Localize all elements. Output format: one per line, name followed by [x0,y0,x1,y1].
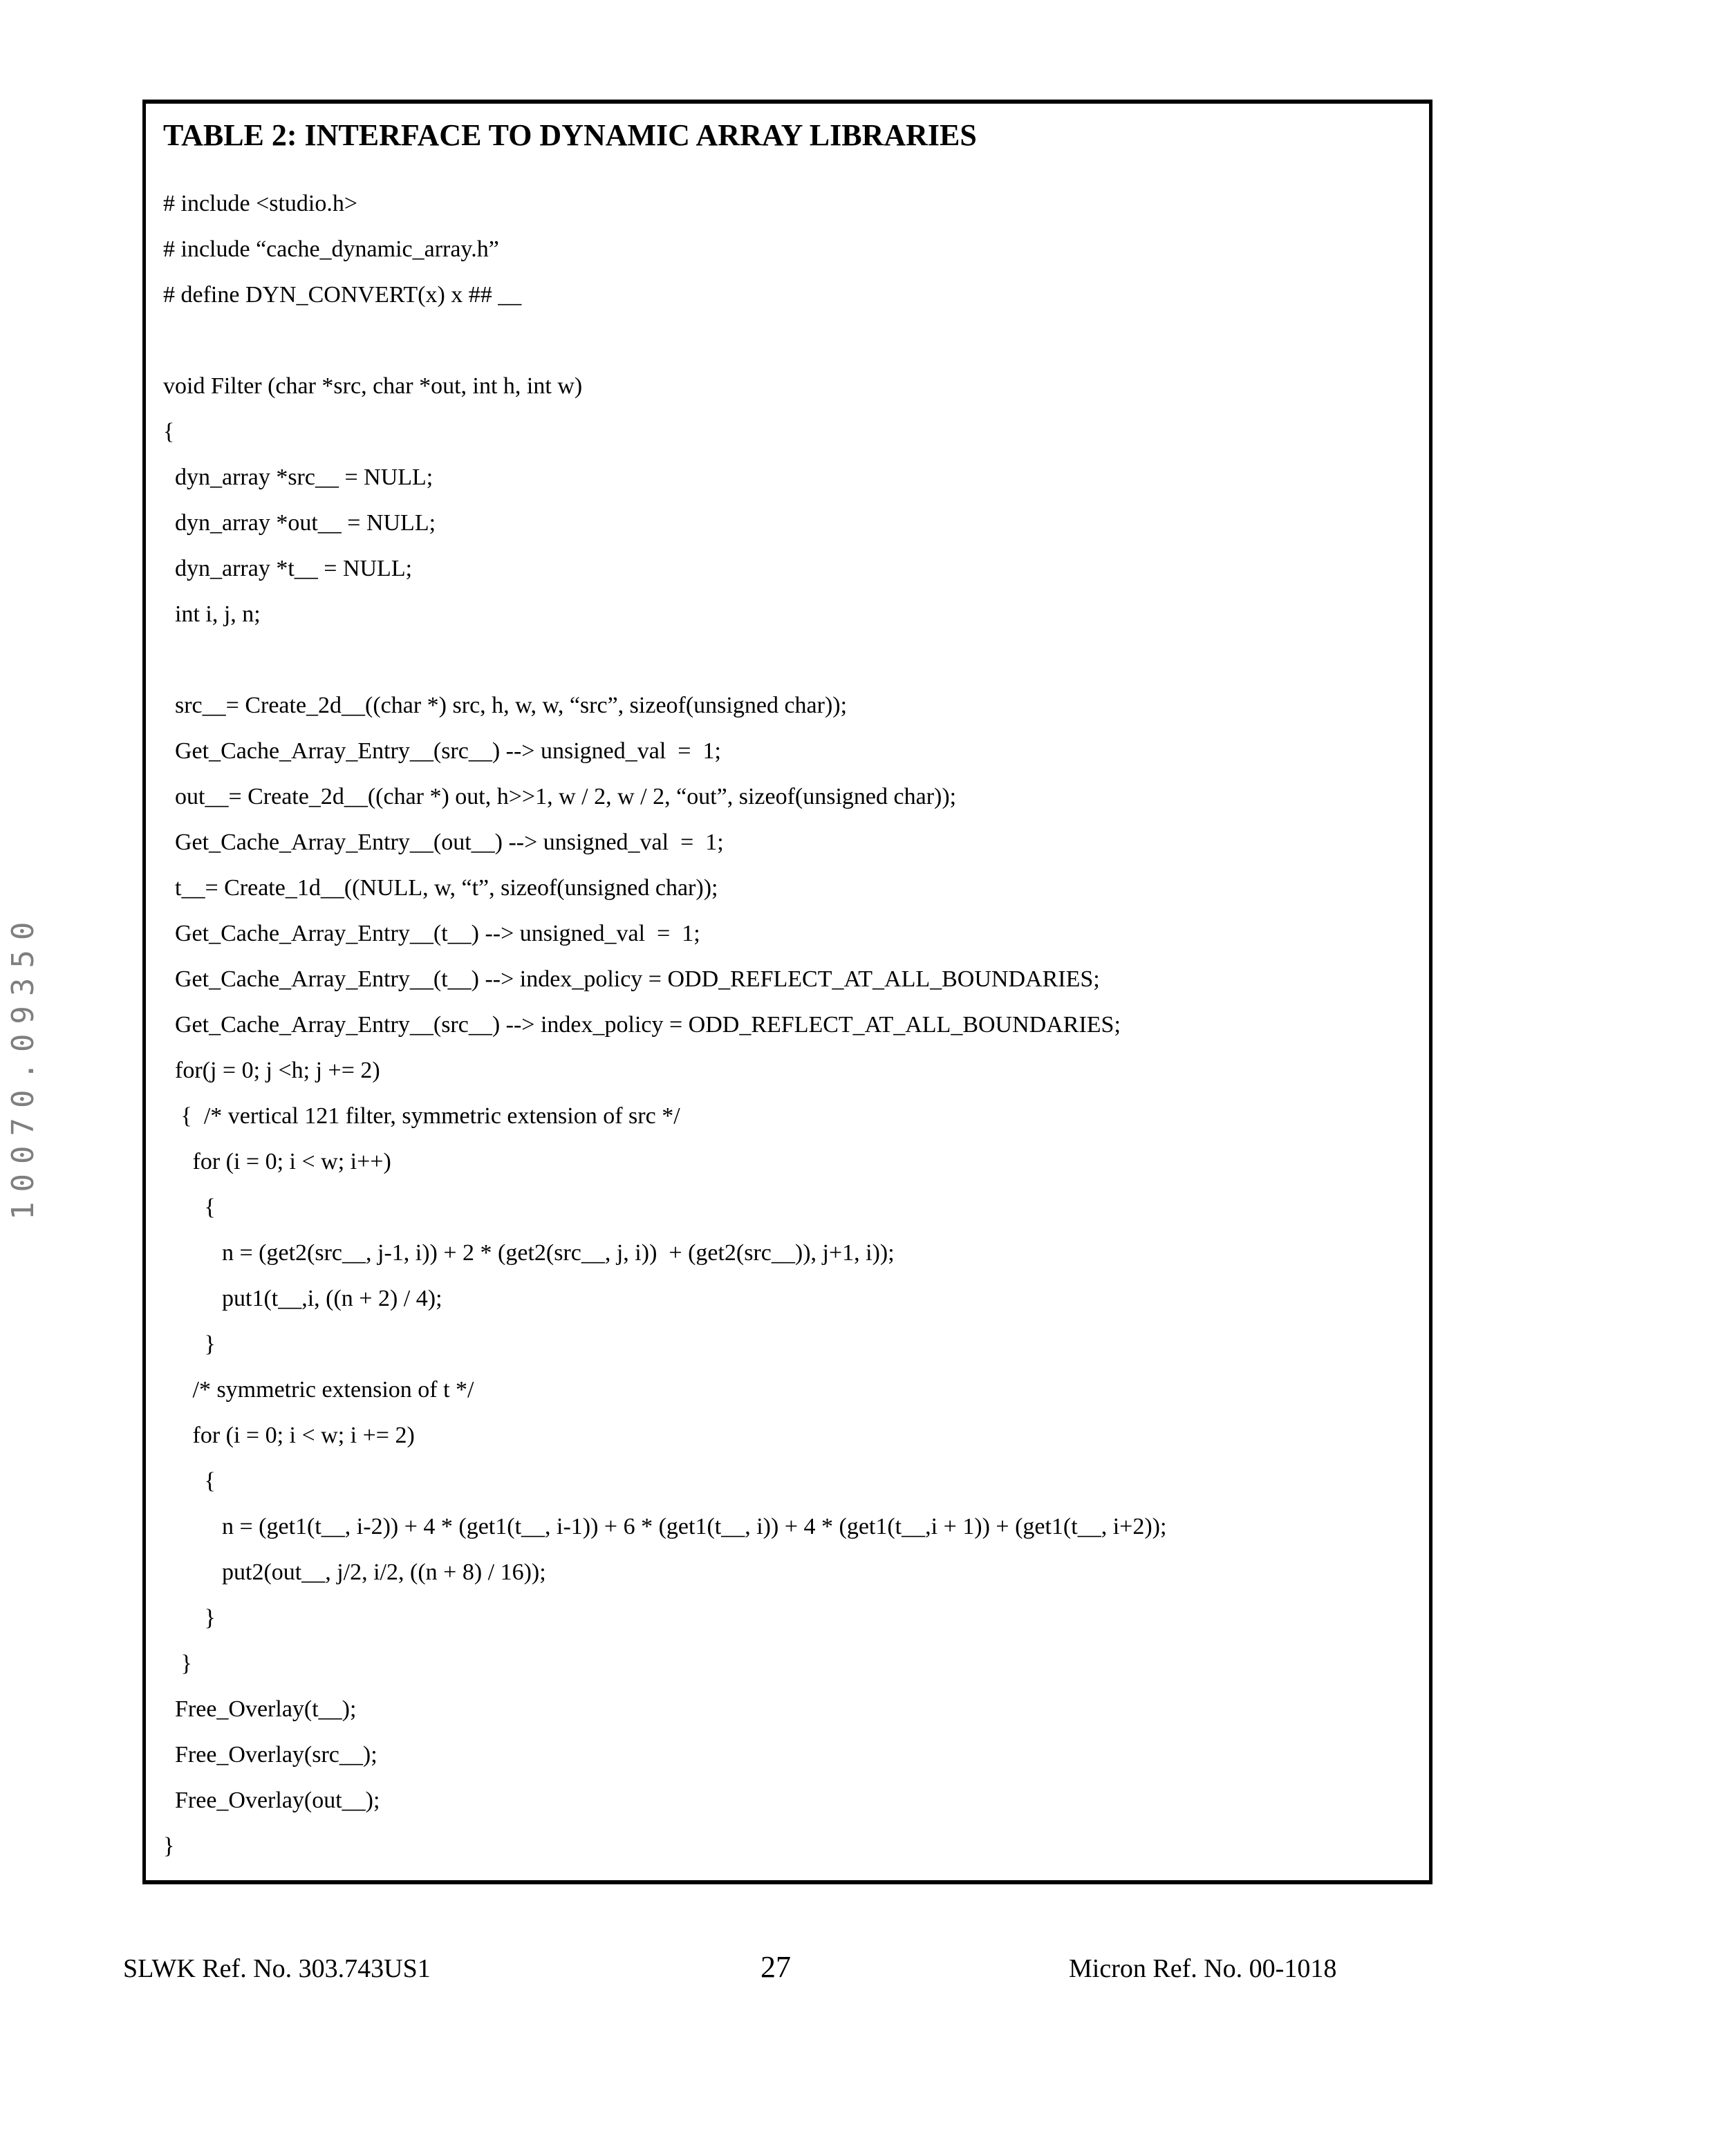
page-number: 27 [760,1950,791,1984]
code-line: } [163,1605,216,1631]
code-line: { [163,1468,216,1494]
code-line: { [163,1194,216,1220]
code-line: Get_Cache_Array_Entry__(t__) --> unsigned_val = 1; [163,921,700,946]
code-line: put1(t__,i, ((n + 2) / 4); [163,1286,442,1311]
footer-attorney-ref: SLWK Ref. No. 303.743US1 [123,1954,431,1983]
code-line: # define DYN_CONVERT(x) x ## __ [163,282,522,308]
code-line: for (i = 0; i < w; i++) [163,1149,391,1174]
code-line: /* symmetric extension of t */ [163,1377,474,1403]
code-line: Free_Overlay(t__); [163,1696,357,1722]
code-line: put2(out__, j/2, i/2, ((n + 8) / 16)); [163,1559,546,1585]
code-line [163,318,1166,364]
code-line: Free_Overlay(out__); [163,1788,380,1813]
code-line: } [163,1331,216,1357]
code-line: for (i = 0; i < w; i += 2) [163,1423,415,1448]
code-line: Get_Cache_Array_Entry__(out__) --> unsigned_val = 1; [163,829,724,855]
footer-client-ref: Micron Ref. No. 00-1018 [1069,1954,1337,1983]
code-listing [163,181,1166,1869]
code-line: # include “cache_dynamic_array.h” [163,236,499,262]
table-title: TABLE 2: INTERFACE TO DYNAMIC ARRAY LIBRARIES [163,118,977,152]
code-line [163,637,1166,683]
code-line: dyn_array *src__ = NULL; [163,465,433,490]
code-line: Get_Cache_Array_Entry__(src__) --> unsigned_val = 1; [163,738,721,764]
code-line: void Filter (char *src, char *out, int h, int w) [163,373,583,399]
code-line: n = (get1(t__, i-2)) + 4 * (get1(t__, i-1)) + 6 * (get1(t__, i)) + 4 * (get1(t__,i + 1)) + (get1(t__, i+2)); [163,1514,1167,1539]
code-line: Get_Cache_Array_Entry__(src__) --> index_policy = ODD_REFLECT_AT_ALL_BOUNDARIES; [163,1012,1121,1038]
code-line: } [163,1833,175,1859]
code-line: src__= Create_2d__((char *) src, h, w, w, “src”, sizeof(unsigned char)); [163,693,848,718]
code-line: Free_Overlay(src__); [163,1742,377,1768]
code-line: n = (get2(src__, j-1, i)) + 2 * (get2(src__, j, i)) + (get2(src__)), j+1, i)); [163,1240,895,1266]
code-line: } [163,1651,192,1676]
code-line: # include <studio.h> [163,191,358,216]
code-line: out__= Create_2d__((char *) out, h>>1, w / 2, w / 2, “out”, sizeof(unsigned char)); [163,784,957,809]
code-line: t__= Create_1d__((NULL, w, “t”, sizeof(unsigned char)); [163,875,718,901]
scanner-margin-stamp: 10070.09350 [6,912,41,1220]
code-line: { /* vertical 121 filter, symmetric extension of src */ [163,1103,680,1129]
code-line: int i, j, n; [163,601,261,627]
code-line: for(j = 0; j <h; j += 2) [163,1058,380,1083]
code-line: Get_Cache_Array_Entry__(t__) --> index_policy = ODD_REFLECT_AT_ALL_BOUNDARIES; [163,966,1100,992]
code-line: dyn_array *t__ = NULL; [163,556,413,581]
code-line: dyn_array *out__ = NULL; [163,510,436,536]
code-line: { [163,419,175,444]
